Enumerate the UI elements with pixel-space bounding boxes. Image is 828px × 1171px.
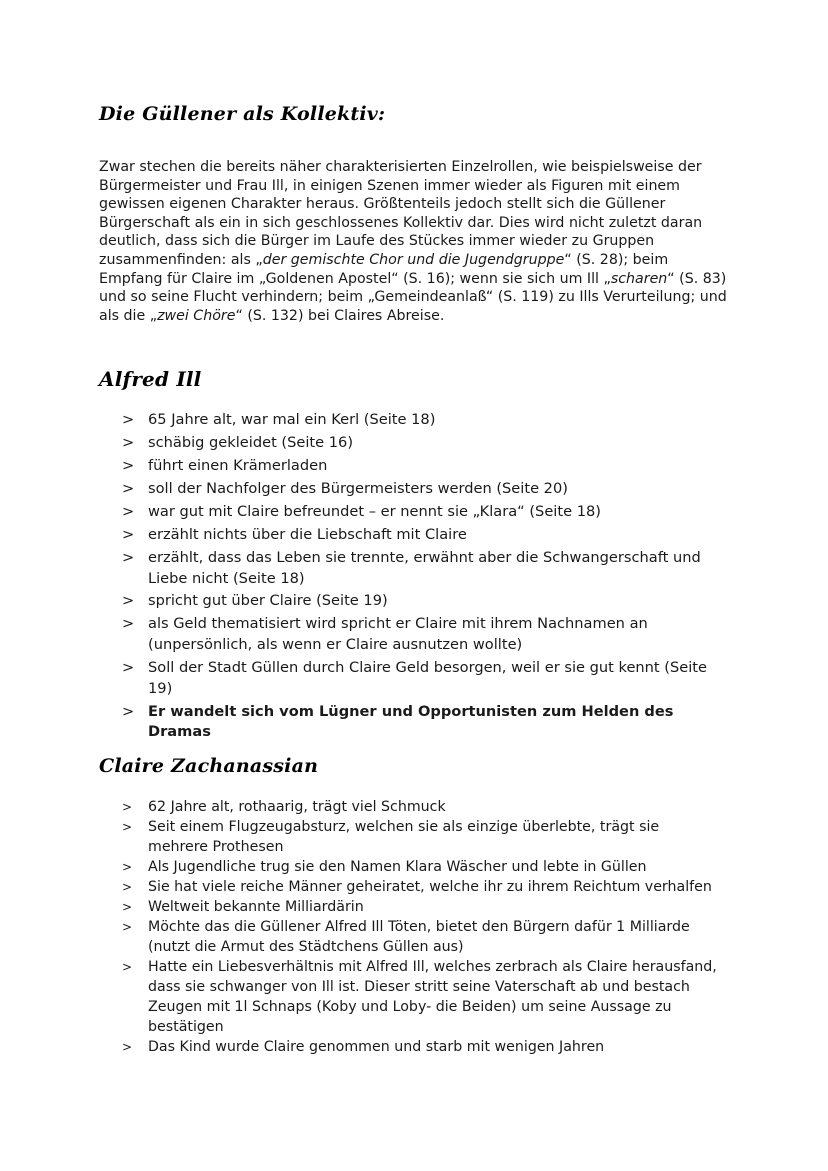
list-item <box>122 897 722 917</box>
list-item <box>122 433 722 454</box>
list-item-emphasis <box>122 702 722 743</box>
chevron-right-icon: > <box>122 479 135 497</box>
list-item-text: erzählt, dass das Leben sie trennte, erwähnt aber die Schwangerschaft und Liebe nicht (Seite 18) <box>148 548 701 587</box>
chevron-right-icon: > <box>122 456 135 474</box>
list-item-text: Sie hat viele reiche Männer geheiratet, welche ihr zu ihrem Reichtum verhalfen <box>148 879 712 895</box>
list-item <box>122 548 722 589</box>
chevron-right-icon: > <box>122 702 135 720</box>
list-item-text: Möchte das die Güllener Alfred Ill Töten, bietet den Bürgern dafür 1 Milliarde (nutzt die Armut des Städtchens Güllen aus) <box>148 919 690 955</box>
quote-scharen: scharen <box>610 270 668 287</box>
chevron-right-icon: > <box>122 860 133 874</box>
quote-chor: der gemischte Chor und die Jugendgruppe <box>262 251 565 268</box>
list-item-text: Er wandelt sich vom Lügner und Opportunisten zum Helden des Dramas <box>148 702 674 741</box>
list-item <box>122 591 722 612</box>
paragraph-kollektiv <box>99 158 729 325</box>
alfred-ill-list <box>122 410 722 745</box>
heading-alfred-ill: Alfred Ill <box>99 367 202 391</box>
paragraph-part: Zwar stechen die bereits näher charakterisierten Einzelrollen, wie beispielsweise der Bürgermeister und Frau Ill, in einigen Szenen immer wieder als Figuren mit einem gewissen eigenen Charakter heraus. Größtenteils jedoch stellt sich die Güllener Bürgerschaft als ein in sich geschlossenes Kollektiv dar. Dies wird nicht zuletzt daran deutlich, dass sich die Bürger im Laufe des Stückes immer wieder zu Gruppen zusammenfinden: als „ <box>99 159 703 268</box>
list-item <box>122 658 722 699</box>
list-item <box>122 502 722 523</box>
list-item-text: schäbig gekleidet (Seite 16) <box>148 433 354 451</box>
list-item-text: 62 Jahre alt, rothaarig, trägt viel Schmuck <box>148 799 446 815</box>
paragraph-part: “ (S. 83) und so seine Flucht verhindern; beim „Gemeindeanlaß“ (S. 119) zu Ills Verurteilung; und als die „ <box>99 270 727 324</box>
list-item <box>122 797 722 817</box>
list-item <box>122 410 722 431</box>
paragraph-part: “ (S. 28); beim Empfang für Claire im „Goldenen Apostel“ (S. 16); wenn sie sich um Ill „ <box>99 251 669 287</box>
chevron-right-icon: > <box>122 820 133 834</box>
list-item-text: erzählt nichts über die Liebschaft mit Claire <box>148 525 467 543</box>
chevron-right-icon: > <box>122 880 133 894</box>
paragraph-part: “ (S. 132) bei Claires Abreise. <box>235 307 445 324</box>
list-item <box>122 817 722 857</box>
list-item <box>122 456 722 477</box>
heading-kollektiv: Die Güllener als Kollektiv: <box>99 103 386 125</box>
list-item <box>122 957 722 1037</box>
list-item-text: spricht gut über Claire (Seite 19) <box>148 592 388 610</box>
quote-choere: zwei Chöre <box>157 307 236 324</box>
list-item-text: Weltweit bekannte Milliardärin <box>148 899 364 915</box>
list-item-text: war gut mit Claire befreundet – er nennt sie „Klara“ (Seite 18) <box>148 502 601 520</box>
chevron-right-icon: > <box>122 525 135 543</box>
list-item <box>122 525 722 546</box>
claire-zachanassian-list <box>122 797 722 1057</box>
chevron-right-icon: > <box>122 900 133 914</box>
chevron-right-icon: > <box>122 800 133 814</box>
list-item-text: Soll der Stadt Güllen durch Claire Geld besorgen, weil er sie gut kennt (Seite 19) <box>148 659 707 697</box>
chevron-right-icon: > <box>122 592 135 610</box>
chevron-right-icon: > <box>122 659 135 677</box>
chevron-right-icon: > <box>122 411 135 428</box>
list-item <box>122 917 722 957</box>
list-item <box>122 1037 722 1057</box>
list-item-text: Das Kind wurde Claire genommen und starb mit wenigen Jahren <box>148 1039 605 1055</box>
list-item <box>122 479 722 500</box>
list-item-text: Hatte ein Liebesverhältnis mit Alfred Ill, welches zerbrach als Claire herausfand, dass sie schwanger von Ill ist. Dieser stritt seine Vaterschaft ab und bestach Zeugen mit 1l Schnaps (Koby und Loby- die Beiden) um seine Aussage zu bestätigen <box>148 959 717 1035</box>
list-item-text: 65 Jahre alt, war mal ein Kerl (Seite 18) <box>148 411 436 428</box>
heading-claire-zachanassian: Claire Zachanassian <box>99 755 319 777</box>
chevron-right-icon: > <box>122 1040 133 1054</box>
chevron-right-icon: > <box>122 502 135 520</box>
list-item <box>122 614 722 655</box>
chevron-right-icon: > <box>122 548 135 566</box>
list-item <box>122 857 722 877</box>
chevron-right-icon: > <box>122 615 135 633</box>
chevron-right-icon: > <box>122 920 133 934</box>
list-item-text: als Geld thematisiert wird spricht er Claire mit ihrem Nachnamen an (unpersönlich, als wenn er Claire ausnutzen wollte) <box>148 615 648 654</box>
chevron-right-icon: > <box>122 960 133 974</box>
list-item-text: führt einen Krämerladen <box>148 456 328 474</box>
chevron-right-icon: > <box>122 433 135 451</box>
list-item-text: Seit einem Flugzeugabsturz, welchen sie als einzige überlebte, trägt sie mehrere Prothesen <box>148 819 660 855</box>
list-item-text: soll der Nachfolger des Bürgermeisters werden (Seite 20) <box>148 479 568 497</box>
list-item <box>122 877 722 897</box>
list-item-text: Als Jugendliche trug sie den Namen Klara Wäscher und lebte in Güllen <box>148 859 647 875</box>
